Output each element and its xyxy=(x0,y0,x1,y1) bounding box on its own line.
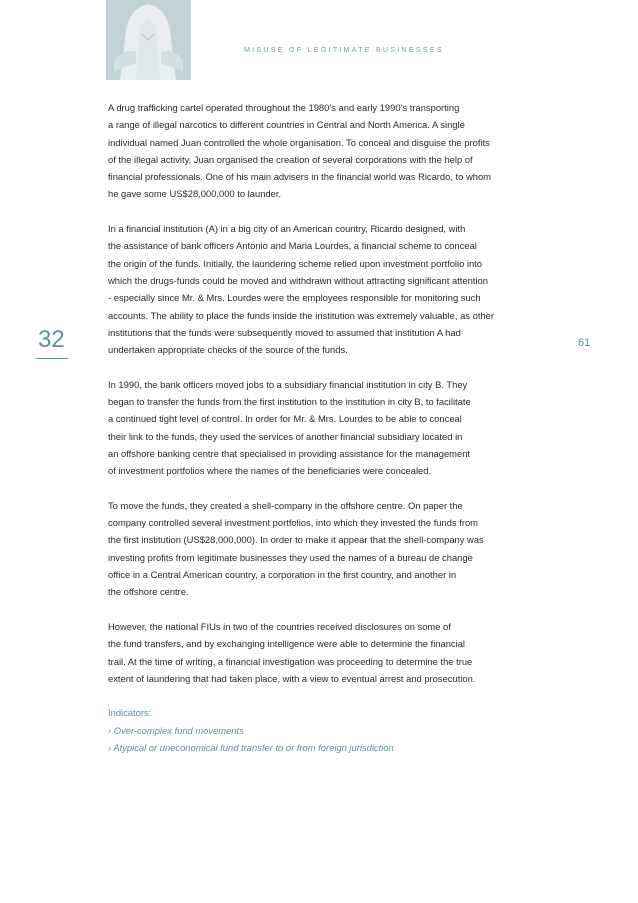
text-line: A drug trafficking cartel operated throughout the 1980’s and early 1990’s transporting xyxy=(108,102,460,113)
paragraph xyxy=(108,497,534,601)
paragraph xyxy=(108,376,534,480)
text-line: accounts. The ability to place the funds inside the institution was extremely valuable, as other xyxy=(108,309,494,321)
text-line: began to transfer the funds from the first institution to the institution in city B, to facilitate xyxy=(108,396,471,408)
chapter-number: 32 xyxy=(38,326,65,353)
paragraph xyxy=(108,220,534,358)
text-line: an offshore banking centre that specialised in providing assistance for the management xyxy=(108,447,471,459)
text-line: the fund transfers, and by exchanging intelligence were able to determine the financial xyxy=(108,638,465,650)
text-line: In a financial institution (A) in a big city of an American country, Ricardo designed, with xyxy=(108,223,466,235)
text-line: extent of laundering that had taken place, with a view to eventual arrest and prosecution. xyxy=(108,672,476,684)
text-line: which the drugs-funds could be moved and withdrawn without attracting significant attention xyxy=(108,274,488,286)
text-line: a range of illegal narcotics to different countries in Central and North America. A single xyxy=(108,119,465,131)
text-line: office in a Central American country, a corporation in the first country, and another in xyxy=(108,569,457,581)
page-number: 61 xyxy=(578,337,591,349)
text-line: trail. At the time of writing, a financial investigation was proceeding to determine the true xyxy=(108,655,473,667)
paragraph xyxy=(108,99,534,203)
header-photo xyxy=(106,0,191,80)
paragraph xyxy=(108,618,534,687)
text-line: the first institution (US$28,000,000). In order to make it appear that the shell-company was xyxy=(108,534,484,546)
indicators xyxy=(108,704,534,756)
text-line: their link to the funds, they used the services of another financial subsidiary located in xyxy=(108,430,463,442)
paragraphs xyxy=(108,99,534,687)
chapter-rule xyxy=(36,358,68,359)
text-line: the assistance of bank officers Antonio and Maria Lourdes, a financial scheme to conceal xyxy=(108,240,477,252)
running-header: MISUSE OF LEGITIMATE BUSINESSES xyxy=(244,45,444,54)
case-study-body xyxy=(108,99,534,756)
indicator-item: › Over-complex fund movements xyxy=(108,724,244,736)
text-line: of investment portfolios where the names of the beneficiaries were concealed. xyxy=(108,465,432,477)
text-line: of the illegal activity, Juan organised the creation of several corporations with the help of xyxy=(108,153,473,165)
text-line: To move the funds, they created a shell-company in the offshore centre. On paper the xyxy=(108,499,463,511)
text-line: the origin of the funds. Initially, the laundering scheme relied upon investment portfolio into xyxy=(108,257,483,269)
text-line: he gave some US$28,000,000 to launder. xyxy=(108,188,282,200)
text-line: In 1990, the bank officers moved jobs to a subsidiary financial institution in city B. They xyxy=(108,378,468,390)
text-line: the offshore centre. xyxy=(108,586,189,598)
text-line: company controlled several investment portfolios, into which they invested the funds from xyxy=(108,517,478,529)
text-line: - especially since Mr. & Mrs. Lourdes were the employees responsible for monitoring such xyxy=(108,292,481,304)
text-line: However, the national FIUs in two of the countries received disclosures on some of xyxy=(108,620,451,632)
indicators-heading: Indicators: xyxy=(108,707,152,719)
text-line: financial professionals. One of his main advisers in the financial world was Ricardo, to whom xyxy=(108,171,491,183)
person-photo-icon xyxy=(106,0,191,80)
indicator-list xyxy=(108,722,534,757)
text-line: undertaken appropriate checks of the source of the funds. xyxy=(108,344,348,356)
indicator-item: › Atypical or uneconomical fund transfer to or from foreign jurisdiction xyxy=(108,741,394,753)
text-line: a continued tight level of control. In order for Mr. & Mrs. Lourdes to be able to conceal xyxy=(108,413,462,425)
text-line: individual named Juan controlled the whole organisation. To conceal and disguise the profits xyxy=(108,136,490,148)
text-line: investing profits from legitimate businesses they used the names of a bureau de change xyxy=(108,551,473,563)
text-line: institutions that the funds were subsequently moved to assumed that institution A had xyxy=(108,326,461,338)
